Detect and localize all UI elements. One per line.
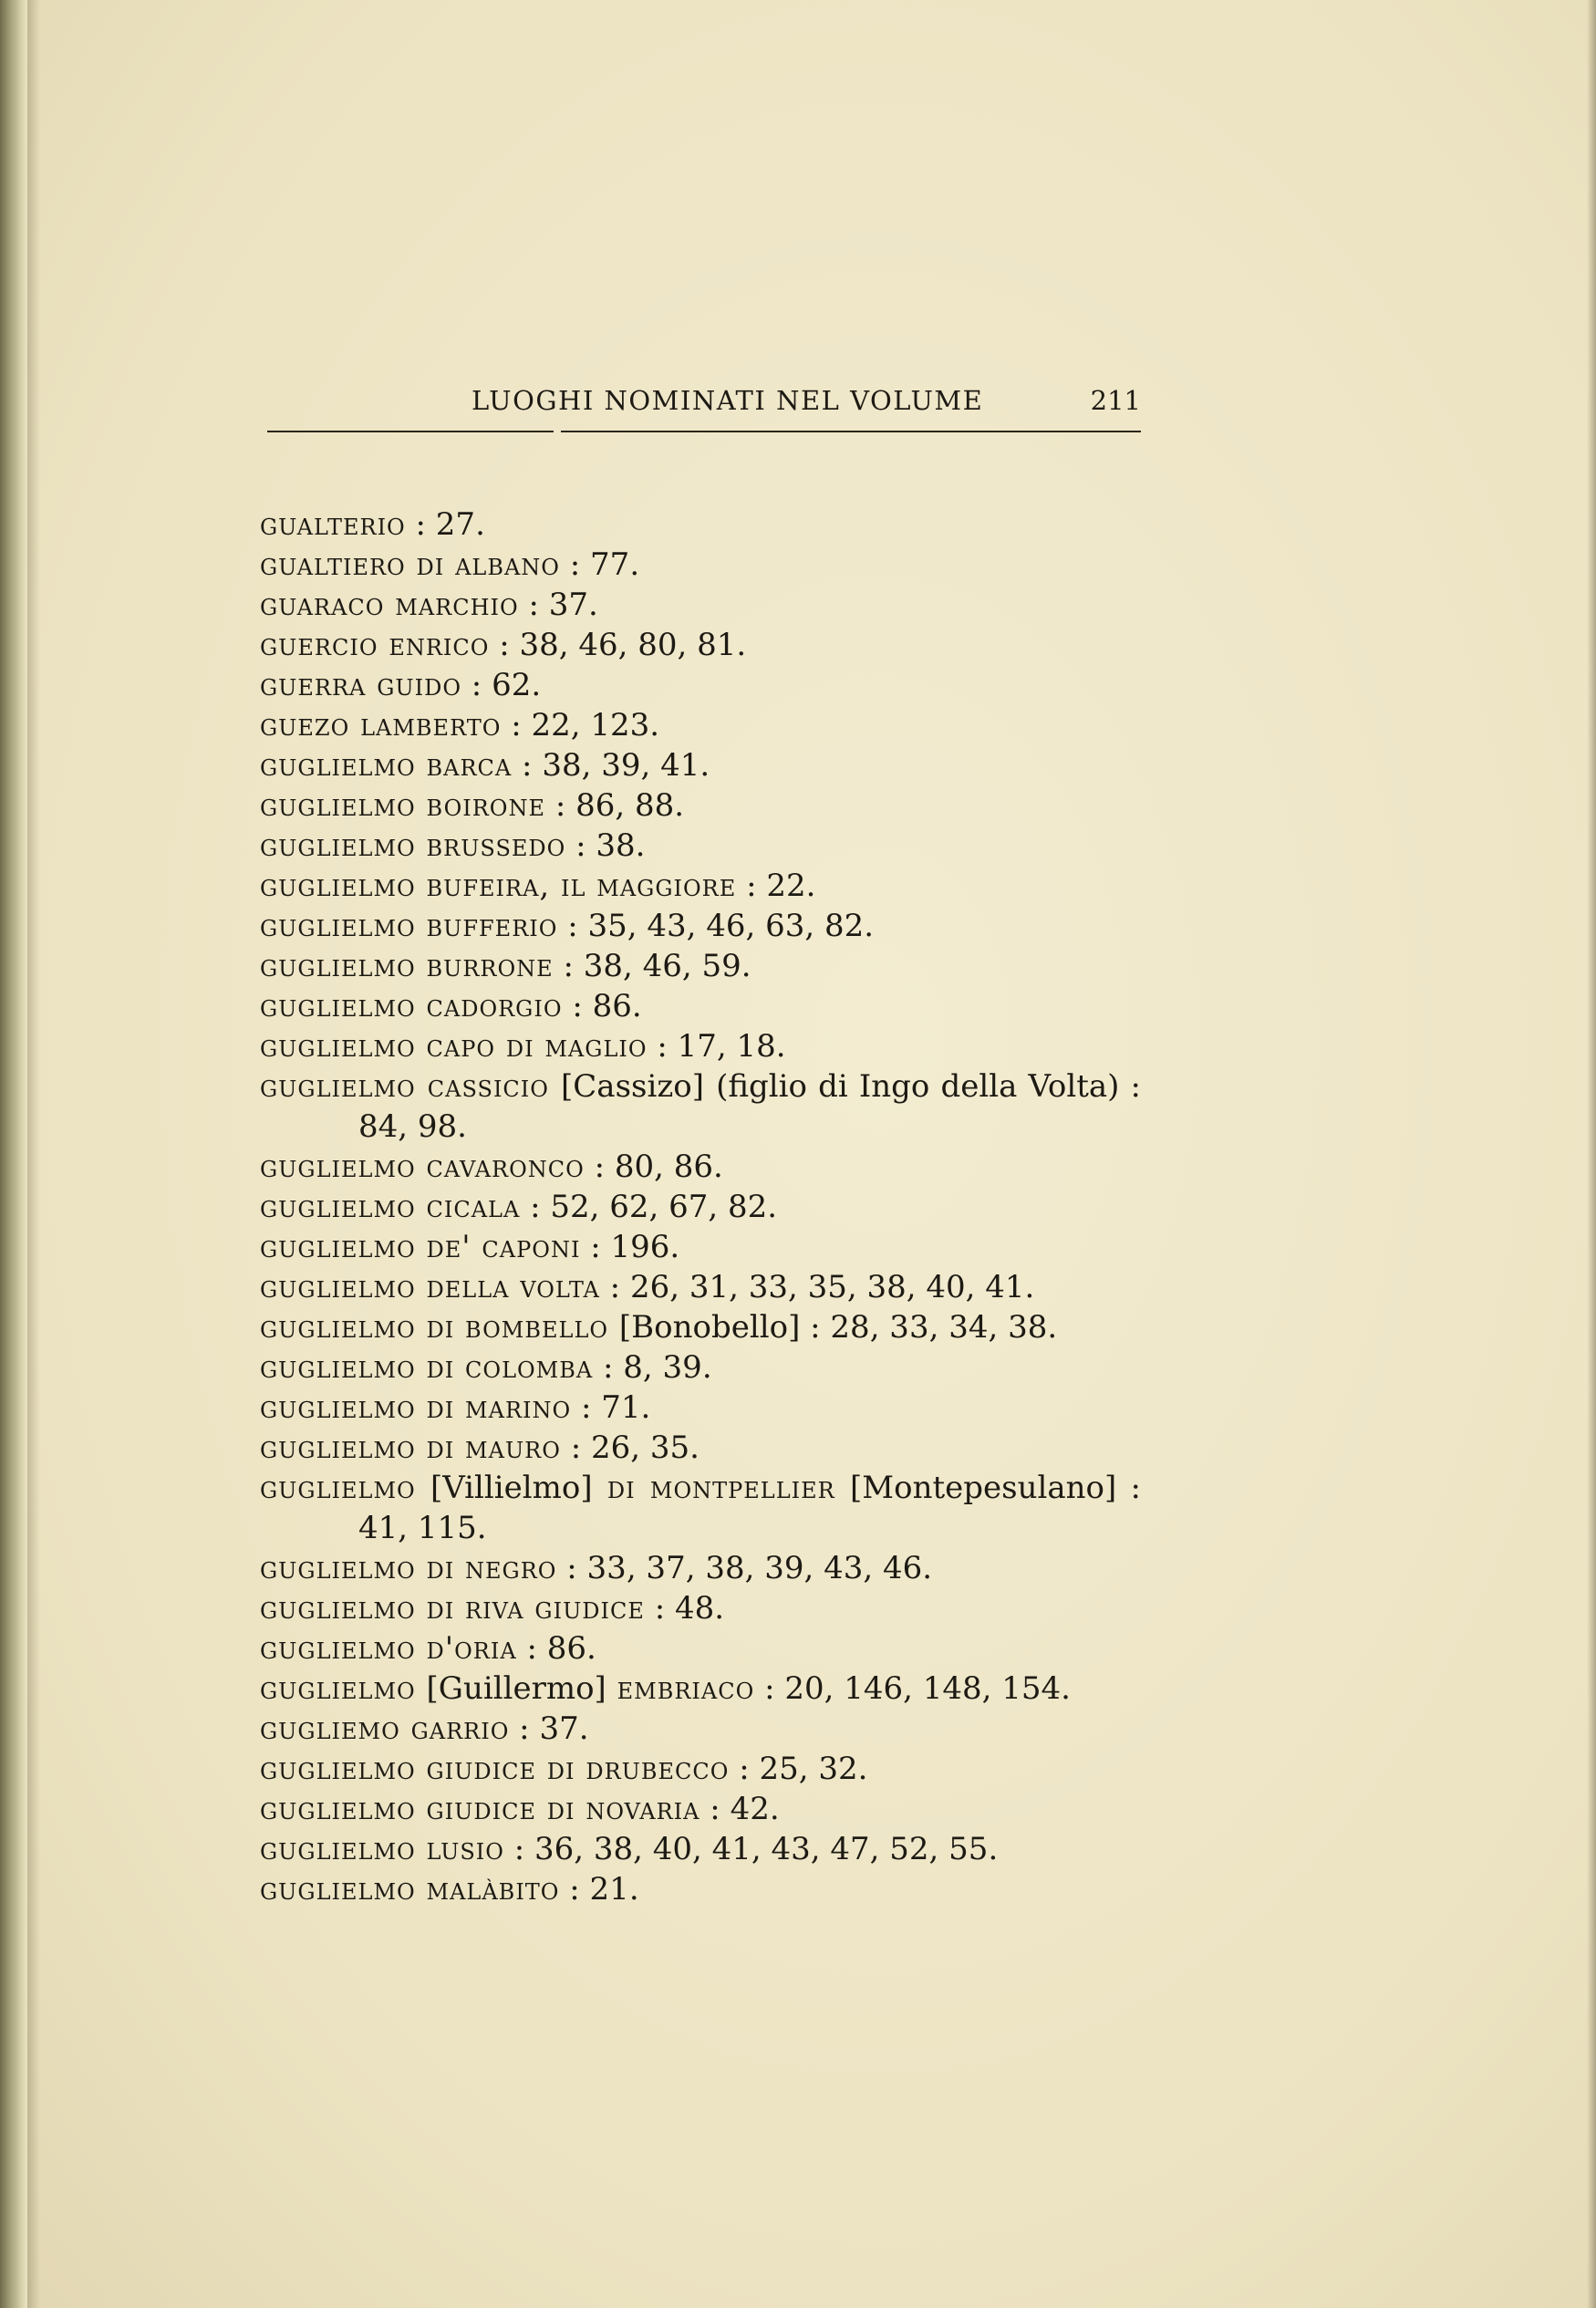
- index-entry: gualterio : 27.: [260, 506, 485, 543]
- index-entry: guglielmo burrone : 38, 46, 59.: [260, 948, 751, 984]
- index-entry: guglielmo giudice di novaria : 42.: [260, 1791, 780, 1827]
- index-entry: guglielmo cadorgio : 86.: [260, 988, 642, 1024]
- index-entry: guaraco marchio : 37.: [260, 587, 598, 623]
- header-rule-left: [267, 431, 554, 432]
- book-spine: [0, 0, 27, 2308]
- index-entry: guglielmo di riva giudice : 48.: [260, 1590, 725, 1627]
- running-title: LUOGHI NOMINATI NEL VOLUME: [472, 385, 984, 416]
- header-rule-right: [561, 431, 1141, 432]
- index-entry: guglielmo [Villielmo] di montpellier [Montepesulano] : 41, 115.: [260, 1470, 1141, 1546]
- index-entry: guglielmo cicala : 52, 62, 67, 82.: [260, 1189, 778, 1225]
- index-entry: guglielmo bufferio : 35, 43, 46, 63, 82.: [260, 908, 875, 944]
- index-entry: guglielmo [Guillermo] embriaco : 20, 146, 148, 154.: [260, 1670, 1071, 1707]
- index-entry: gualtiero di albano : 77.: [260, 546, 640, 583]
- index-entries: [260, 504, 1141, 1909]
- index-entry: guglielmo di bombello [Bonobello] : 28, 33, 34, 38.: [260, 1309, 1058, 1346]
- index-entry: guglielmo capo di maglio : 17, 18.: [260, 1028, 786, 1065]
- index-entry: guglielmo di colomba : 8, 39.: [260, 1349, 712, 1386]
- index-entry: guglielmo d'oria : 86.: [260, 1630, 596, 1667]
- index-entry: guezo lamberto : 22, 123.: [260, 707, 660, 743]
- index-entry: guglielmo boirone : 86, 88.: [260, 787, 685, 824]
- index-entry: guglielmo di mauro : 26, 35.: [260, 1430, 700, 1466]
- index-entry: guglielmo bufeira, il maggiore : 22.: [260, 868, 816, 904]
- page-edge: [1587, 0, 1596, 2308]
- index-entry: guglielmo di marino : 71.: [260, 1389, 651, 1426]
- page-number: 211: [1090, 385, 1141, 416]
- index-entry: guercio enrico : 38, 46, 80, 81.: [260, 627, 747, 663]
- index-entry: guglielmo barca : 38, 39, 41.: [260, 747, 710, 784]
- index-entry: guglielmo malàbito : 21.: [260, 1871, 639, 1908]
- index-entry: guglielmo cavaronco : 80, 86.: [260, 1149, 723, 1185]
- spine-shadow: [27, 0, 40, 2308]
- index-entry: guglielmo de' caponi : 196.: [260, 1229, 680, 1265]
- index-entry: guglielmo brussedo : 38.: [260, 827, 646, 864]
- index-entry: gugliemo garrio : 37.: [260, 1710, 589, 1747]
- index-entry: guglielmo cassicio [Cassizo] (figlio di Ingo della Volta) : 84, 98.: [260, 1068, 1141, 1145]
- index-entry: guglielmo giudice di drubecco : 25, 32.: [260, 1751, 868, 1787]
- index-entry: guerra guido : 62.: [260, 667, 542, 703]
- index-entry: guglielmo della volta : 26, 31, 33, 35, 38, 40, 41.: [260, 1269, 1035, 1305]
- page-header: [267, 379, 1141, 434]
- index-entry: guglielmo di negro : 33, 37, 38, 39, 43, 46.: [260, 1550, 933, 1586]
- index-entry: guglielmo lusio : 36, 38, 40, 41, 43, 47, 52, 55.: [260, 1831, 999, 1867]
